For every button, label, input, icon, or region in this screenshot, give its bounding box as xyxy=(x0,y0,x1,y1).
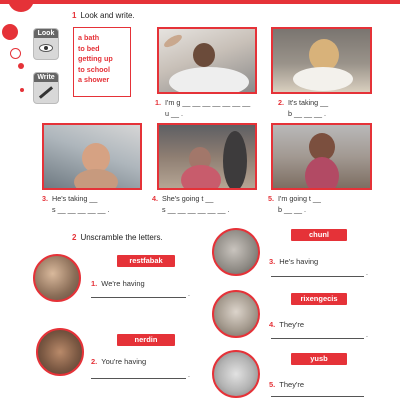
exercise-number: 2 xyxy=(72,233,77,242)
item-number: 2. xyxy=(91,357,98,366)
decorative-circle xyxy=(2,24,18,40)
sentence-text: They're xyxy=(279,380,305,389)
decorative-dot xyxy=(18,63,24,69)
sentence-period: . xyxy=(366,332,368,339)
exercise-instruction: Unscramble the letters. xyxy=(80,233,163,242)
exercise-instruction: Look and write. xyxy=(80,11,135,20)
answer-line[interactable] xyxy=(91,378,186,379)
item-number: 2. xyxy=(278,98,284,107)
scrambled-word-tag: restfabak xyxy=(117,255,175,267)
sentence-text: We're having xyxy=(101,279,145,288)
photo-children-exercising xyxy=(212,290,260,338)
caption-line: It's taking __ xyxy=(288,98,329,107)
photo-family-breakfast xyxy=(33,254,81,302)
write-label: Write xyxy=(34,73,58,82)
item-number: 5. xyxy=(269,380,276,389)
item-number: 5. xyxy=(268,194,274,203)
caption-item-3 xyxy=(42,193,110,215)
item-number: 1. xyxy=(91,279,98,288)
decorative-circle xyxy=(8,0,34,12)
sentence-period: . xyxy=(188,291,190,298)
pencil-icon xyxy=(34,82,58,103)
decorative-dot xyxy=(20,88,24,92)
word-box xyxy=(73,27,131,97)
item-number: 4. xyxy=(152,194,158,203)
top-accent-bar xyxy=(0,0,400,4)
sentence-item-4 xyxy=(269,320,304,329)
caption-line: b __ __ __ . xyxy=(288,109,326,118)
sentence-item-2 xyxy=(91,357,146,366)
scrambled-word-tag: yusb xyxy=(291,353,347,365)
item-number: 1. xyxy=(155,98,161,107)
caption-item-5 xyxy=(268,193,321,215)
word-box-item: to school xyxy=(78,64,110,74)
look-label: Look xyxy=(34,29,58,38)
photo-dog-in-bath xyxy=(271,27,372,94)
caption-line: s __ __ __ __ __ __ . xyxy=(162,205,230,214)
answer-line[interactable] xyxy=(271,396,364,397)
photo-children-busy xyxy=(212,350,260,398)
scrambled-word-tag: rixengecis xyxy=(291,293,347,305)
sentence-text: He's having xyxy=(279,257,319,266)
caption-line: s __ __ __ __ __ . xyxy=(52,205,110,214)
caption-item-1 xyxy=(155,97,250,119)
exercise1-heading xyxy=(72,11,135,20)
caption-line: I'm g __ __ __ __ __ __ __ xyxy=(165,98,251,107)
caption-line: She's going t __ xyxy=(162,194,214,203)
word-box-item: getting up xyxy=(78,54,113,63)
scrambled-word-tag: nerdin xyxy=(117,334,175,346)
caption-line: He's taking __ xyxy=(52,194,98,203)
eye-icon xyxy=(34,38,58,59)
photo-girl-going-to-bed xyxy=(271,123,372,190)
answer-line[interactable] xyxy=(271,276,364,277)
caption-item-4 xyxy=(152,193,230,215)
photo-boy-waking-up xyxy=(157,27,257,94)
caption-line: u __ . xyxy=(165,109,183,118)
sentence-item-1 xyxy=(91,279,145,288)
word-box-item: a bath xyxy=(78,33,100,42)
exercise2-heading xyxy=(72,233,163,242)
sentence-item-3 xyxy=(269,257,318,266)
caption-line: I'm going t __ xyxy=(278,194,321,203)
answer-line[interactable] xyxy=(271,338,364,339)
item-number: 3. xyxy=(269,257,276,266)
decorative-ring xyxy=(10,48,21,59)
write-badge xyxy=(33,72,59,104)
sentence-text: They're xyxy=(279,320,305,329)
answer-line[interactable] xyxy=(91,297,186,298)
caption-item-2 xyxy=(278,97,328,119)
word-box-item: to bed xyxy=(78,43,100,53)
item-number: 3. xyxy=(42,194,48,203)
photo-dinner-plate xyxy=(36,328,84,376)
word-box-item: a shower xyxy=(78,75,110,84)
exercise-number: 1 xyxy=(72,11,77,20)
sentence-period: . xyxy=(366,270,368,277)
photo-boy-in-shower xyxy=(42,123,142,190)
photo-girl-going-to-school xyxy=(157,123,257,190)
look-badge xyxy=(33,28,59,60)
sentence-text: You're having xyxy=(101,357,147,366)
caption-line: b __ __ . xyxy=(278,205,306,214)
sentence-item-5 xyxy=(269,380,304,389)
scrambled-word-tag: chunl xyxy=(291,229,347,241)
photo-children-lunch xyxy=(212,228,260,276)
sentence-period: . xyxy=(188,372,190,379)
item-number: 4. xyxy=(269,320,276,329)
